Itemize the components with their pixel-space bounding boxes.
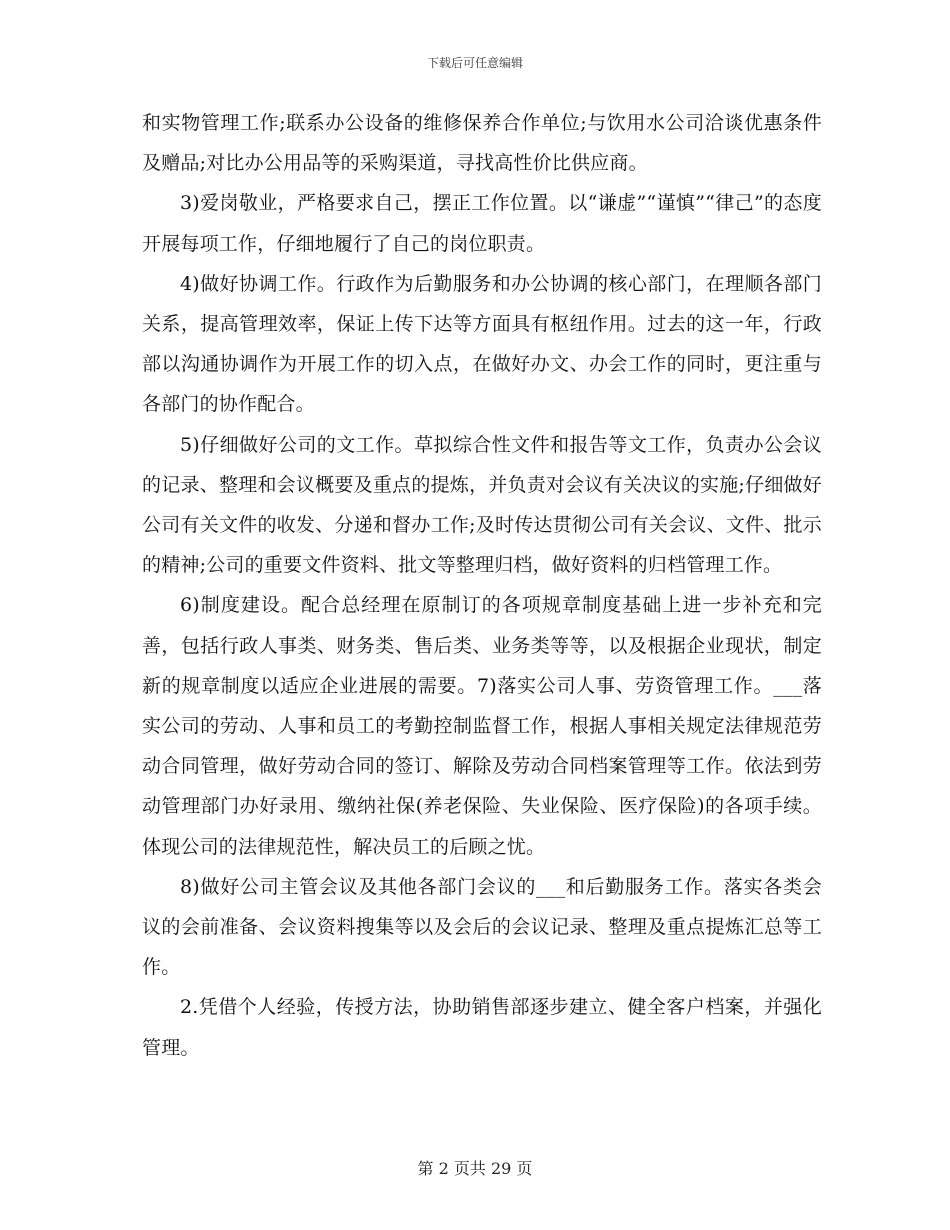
- paragraph-1: 和实物管理工作;联系办公设备的维修保养合作单位;与饮用水公司洽谈优惠条件及赠品;对比办公用品等的采购渠道，寻找高性价比供应商。: [142, 112, 822, 175]
- paragraph-3: 4)做好协调工作。行政作为后勤服务和办公协调的核心部门，在理顺各部门关系，提高管理效率，保证上传下达等方面具有枢纽作用。过去的这一年，行政部以沟通协调作为开展工作的切入点，在做好办文、办会工作的同时，更注重与各部门的协作配合。: [142, 272, 822, 416]
- paragraph-7: 2.凭借个人经验，传授方法，协助销售部逐步建立、健全客户档案，并强化管理。: [142, 996, 822, 1059]
- page-number: 第 2 页共 29 页: [417, 1159, 533, 1178]
- paragraph-6: 8)做好公司主管会议及其他各部门会议的___和后勤服务工作。落实各类会议的会前准备、会议资料搜集等以及会后的会议记录、整理及重点提炼汇总等工作。: [142, 875, 822, 979]
- paragraph-5: 6)制度建设。配合总经理在原制订的各项规章制度基础上进一步补充和完善，包括行政人事类、财务类、售后类、业务类等等，以及根据企业现状，制定新的规章制度以适应企业进展的需要。7)落实公司人事、劳资管理工作。___落实公司的劳动、人事和员工的考勤控制监督工作，根据人事相关规定法律规范劳动合同管理，做好劳动合同的签订、解除及劳动合同档案管理等工作。依法到劳动管理部门办好录用、缴纳社保(养老保险、失业保险、医疗保险)的各项手续。体现公司的法律规范性，解决员工的后顾之忧。: [142, 594, 822, 858]
- page-header: 下载后可任意编辑: [426, 56, 523, 70]
- document-body: [142, 103, 822, 1068]
- paragraph-4: 5)仔细做好公司的文工作。草拟综合性文件和报告等文工作，负责办公会议的记录、整理和会议概要及重点的提炼，并负责对会议有关决议的实施;仔细做好公司有关文件的收发、分递和督办工作;及时传达贯彻公司有关会议、文件、批示的精神;公司的重要文件资料、批文等整理归档，做好资料的归档管理工作。: [142, 433, 822, 577]
- paragraph-2: 3)爱岗敬业，严格要求自己，摆正工作位置。以“谦虚”“谨慎”“律己”的态度开展每项工作，仔细地履行了自己的岗位职责。: [142, 192, 822, 255]
